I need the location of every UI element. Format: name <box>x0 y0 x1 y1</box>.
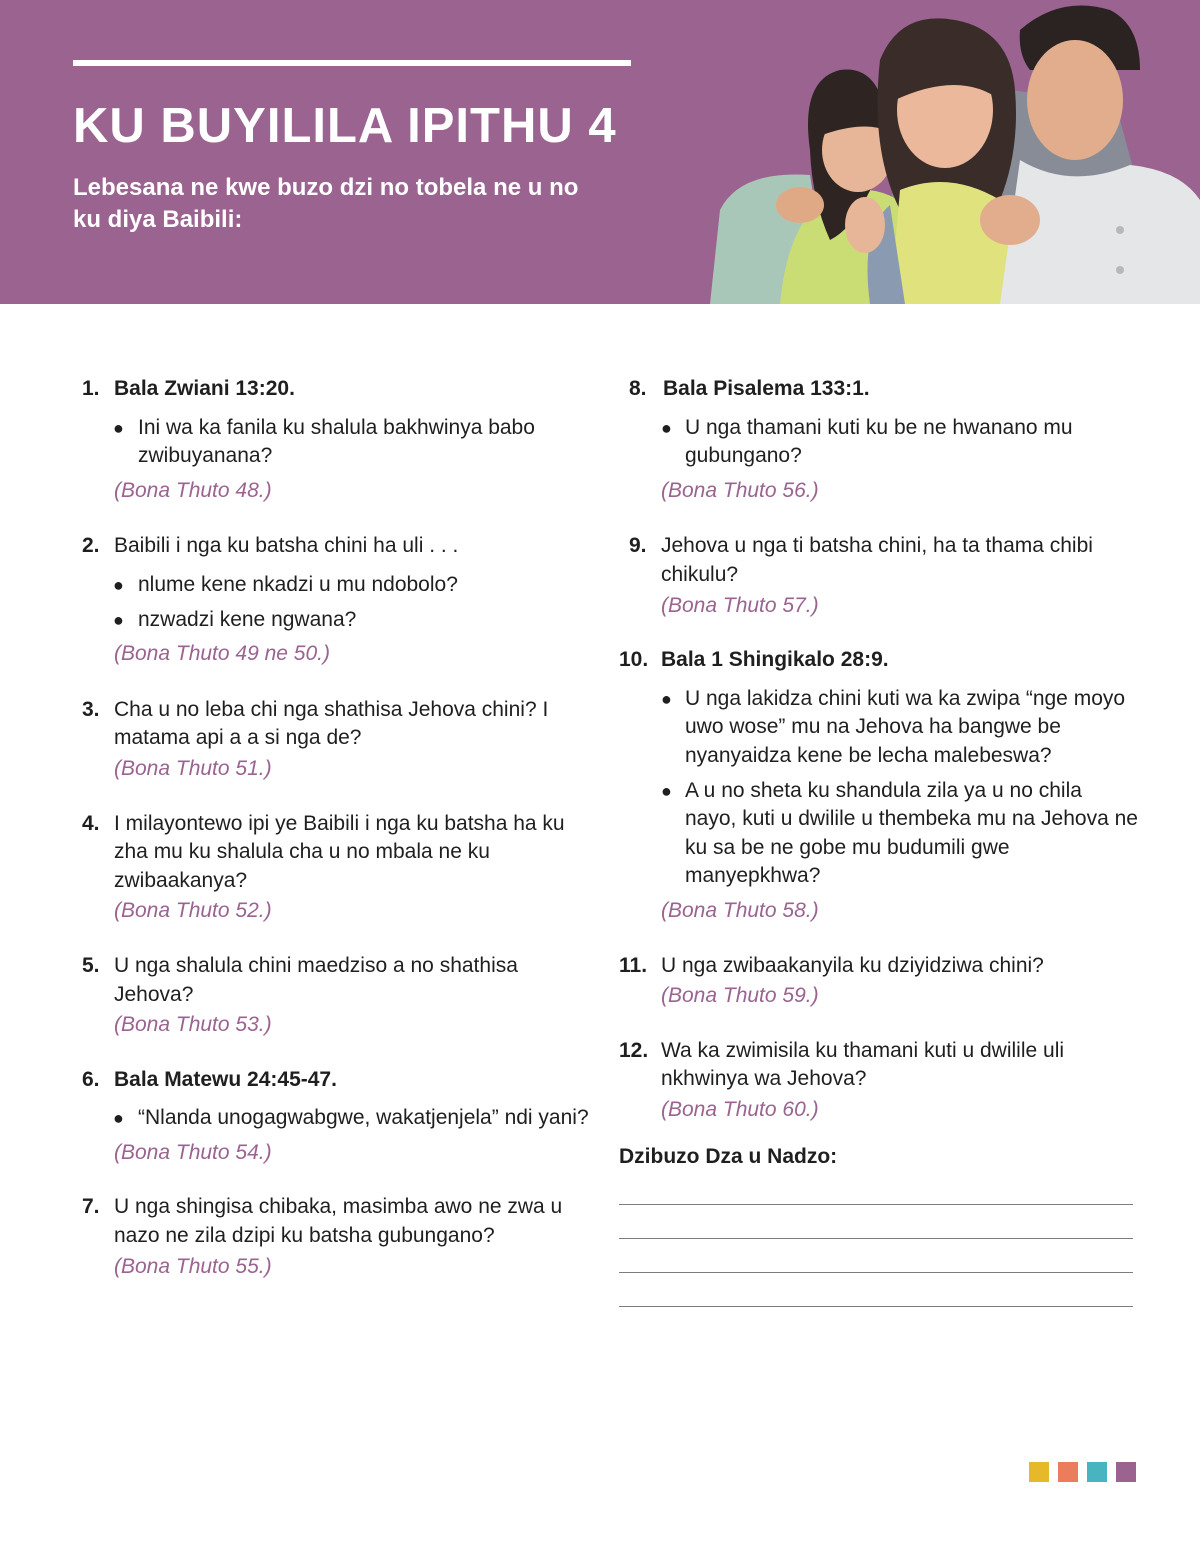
bullet-item: ● U nga thamani kuti ku be ne hwanano mu gubungano? <box>661 415 1073 468</box>
bullet-item: ● nzwadzi kene ngwana? <box>82 606 592 635</box>
question-number: 6. <box>82 1067 100 1091</box>
swatch-orange <box>1058 1462 1078 1482</box>
bullet-item: ● Ini wa ka fanila ku shalula bakhwinya babo zwibuyanana? <box>113 415 535 468</box>
bullet-item: ● A u no sheta ku shandula zila ya u no chila nayo, kuti u dwilile u thembeka mu na Jehova ne ku sa be ne gobe mu budumili gwe manyepkhwa? <box>661 778 1138 888</box>
header-banner <box>0 0 1200 304</box>
write-line[interactable] <box>619 1238 1133 1239</box>
own-questions-label: Dzibuzo Dza u Nadzo: <box>619 1145 838 1168</box>
bullet-icon: ● <box>661 417 672 438</box>
question-text: U nga shingisa chibaka, masimba awo ne zwa u nazo ne zila dzipi ku batsha gubungano? <box>114 1195 563 1248</box>
question-2 <box>82 532 592 668</box>
question-number: 3. <box>82 697 100 721</box>
question-number: 8. <box>629 377 647 400</box>
bullet-icon: ● <box>113 1108 124 1129</box>
questions-left-column <box>82 375 592 1281</box>
lesson-reference: (Bona Thuto 59.) <box>661 984 819 1008</box>
question-text: Bala 1 Shingikalo 28:9. <box>661 648 889 672</box>
question-text: Jehova u nga ti batsha chini, ha ta thama chibi chikulu? <box>661 534 1093 586</box>
question-number: 4. <box>82 811 100 835</box>
lesson-reference: (Bona Thuto 51.) <box>114 756 272 780</box>
questions-right-column <box>619 375 1139 1124</box>
bullet-item: ● nlume kene nkadzi u mu ndobolo? <box>82 571 592 600</box>
lesson-reference: (Bona Thuto 49 ne 50.) <box>114 642 330 666</box>
question-text: Bala Pisalema 133:1. <box>663 377 870 400</box>
question-number: 11. <box>619 953 648 977</box>
question-text: Cha u no leba chi nga shathisa Jehova chini? I matama api a a si nga de? <box>114 697 549 750</box>
question-8 <box>619 375 1139 505</box>
lesson-reference: (Bona Thuto 54.) <box>114 1140 272 1164</box>
write-line[interactable] <box>619 1306 1133 1307</box>
lesson-reference: (Bona Thuto 57.) <box>661 593 819 617</box>
question-number: 9. <box>629 534 647 558</box>
lesson-reference: (Bona Thuto 56.) <box>661 478 819 502</box>
question-text: U nga zwibaakanyila ku dziyidziwa chini? <box>661 953 1044 977</box>
question-11 <box>619 952 1139 1011</box>
question-1 <box>82 375 592 505</box>
bullet-item: ● U nga lakidza chini kuti wa ka zwipa “nge moyo uwo wose” mu na Jehova ha bangwe be nyanyaidza kene be lecha malebeswa? <box>661 686 1126 767</box>
question-5 <box>82 952 592 1040</box>
question-3 <box>82 696 592 784</box>
lesson-reference: (Bona Thuto 60.) <box>661 1097 819 1121</box>
lesson-reference: (Bona Thuto 52.) <box>114 899 272 923</box>
bullet-icon: ● <box>661 780 672 801</box>
swatch-teal <box>1087 1462 1107 1482</box>
own-questions-section <box>619 1143 1133 1307</box>
question-number: 5. <box>82 953 100 977</box>
lesson-reference: (Bona Thuto 55.) <box>114 1254 272 1278</box>
question-text: U nga shalula chini maedziso a no shathisa Jehova? <box>114 953 518 1006</box>
bullet-item: ● “Nlanda unogagwabgwe, wakatjenjela” ndi yani? <box>82 1104 592 1133</box>
question-number: 7. <box>82 1195 100 1219</box>
page-subtitle: Lebesana ne kwe buzo dzi no tobela ne u no ku diya Baibili: <box>73 174 579 233</box>
family-praying-illustration <box>700 0 1200 304</box>
question-text: Bala Zwiani 13:20. <box>114 377 295 400</box>
question-9 <box>619 532 1139 620</box>
question-12 <box>619 1037 1139 1125</box>
color-swatches <box>1029 1462 1136 1482</box>
question-4 <box>82 810 592 926</box>
question-10 <box>619 646 1139 925</box>
swatch-purple <box>1116 1462 1136 1482</box>
bullet-icon: ● <box>661 688 672 709</box>
write-line[interactable] <box>619 1204 1133 1205</box>
swatch-yellow <box>1029 1462 1049 1482</box>
question-number: 12. <box>619 1038 649 1062</box>
bullet-icon: ● <box>113 574 124 595</box>
question-text: Wa ka zwimisila ku thamani kuti u dwilile uli nkhwinya wa Jehova? <box>661 1038 1065 1091</box>
question-text: Bala Matewu 24:45-47. <box>114 1067 337 1091</box>
bullet-icon: ● <box>113 609 124 630</box>
lesson-reference: (Bona Thuto 58.) <box>661 898 819 922</box>
question-number: 10. <box>619 648 649 672</box>
question-text: I milayontewo ipi ye Baibili i nga ku batsha ha ku zha mu ku shalula cha u no mbala ne ku zwibaakanya? <box>114 811 565 892</box>
page-title: KU BUYILILA IPITHU 4 <box>73 99 617 153</box>
header-rule <box>73 60 631 66</box>
question-number: 1. <box>82 377 100 400</box>
lesson-reference: (Bona Thuto 48.) <box>114 478 272 502</box>
bullet-icon: ● <box>113 417 124 438</box>
lesson-reference: (Bona Thuto 53.) <box>114 1013 272 1037</box>
question-number: 2. <box>82 534 100 558</box>
write-line[interactable] <box>619 1272 1133 1273</box>
question-7 <box>82 1193 592 1281</box>
question-6 <box>82 1066 592 1168</box>
question-text: Baibili i nga ku batsha chini ha uli . . . <box>114 534 459 558</box>
